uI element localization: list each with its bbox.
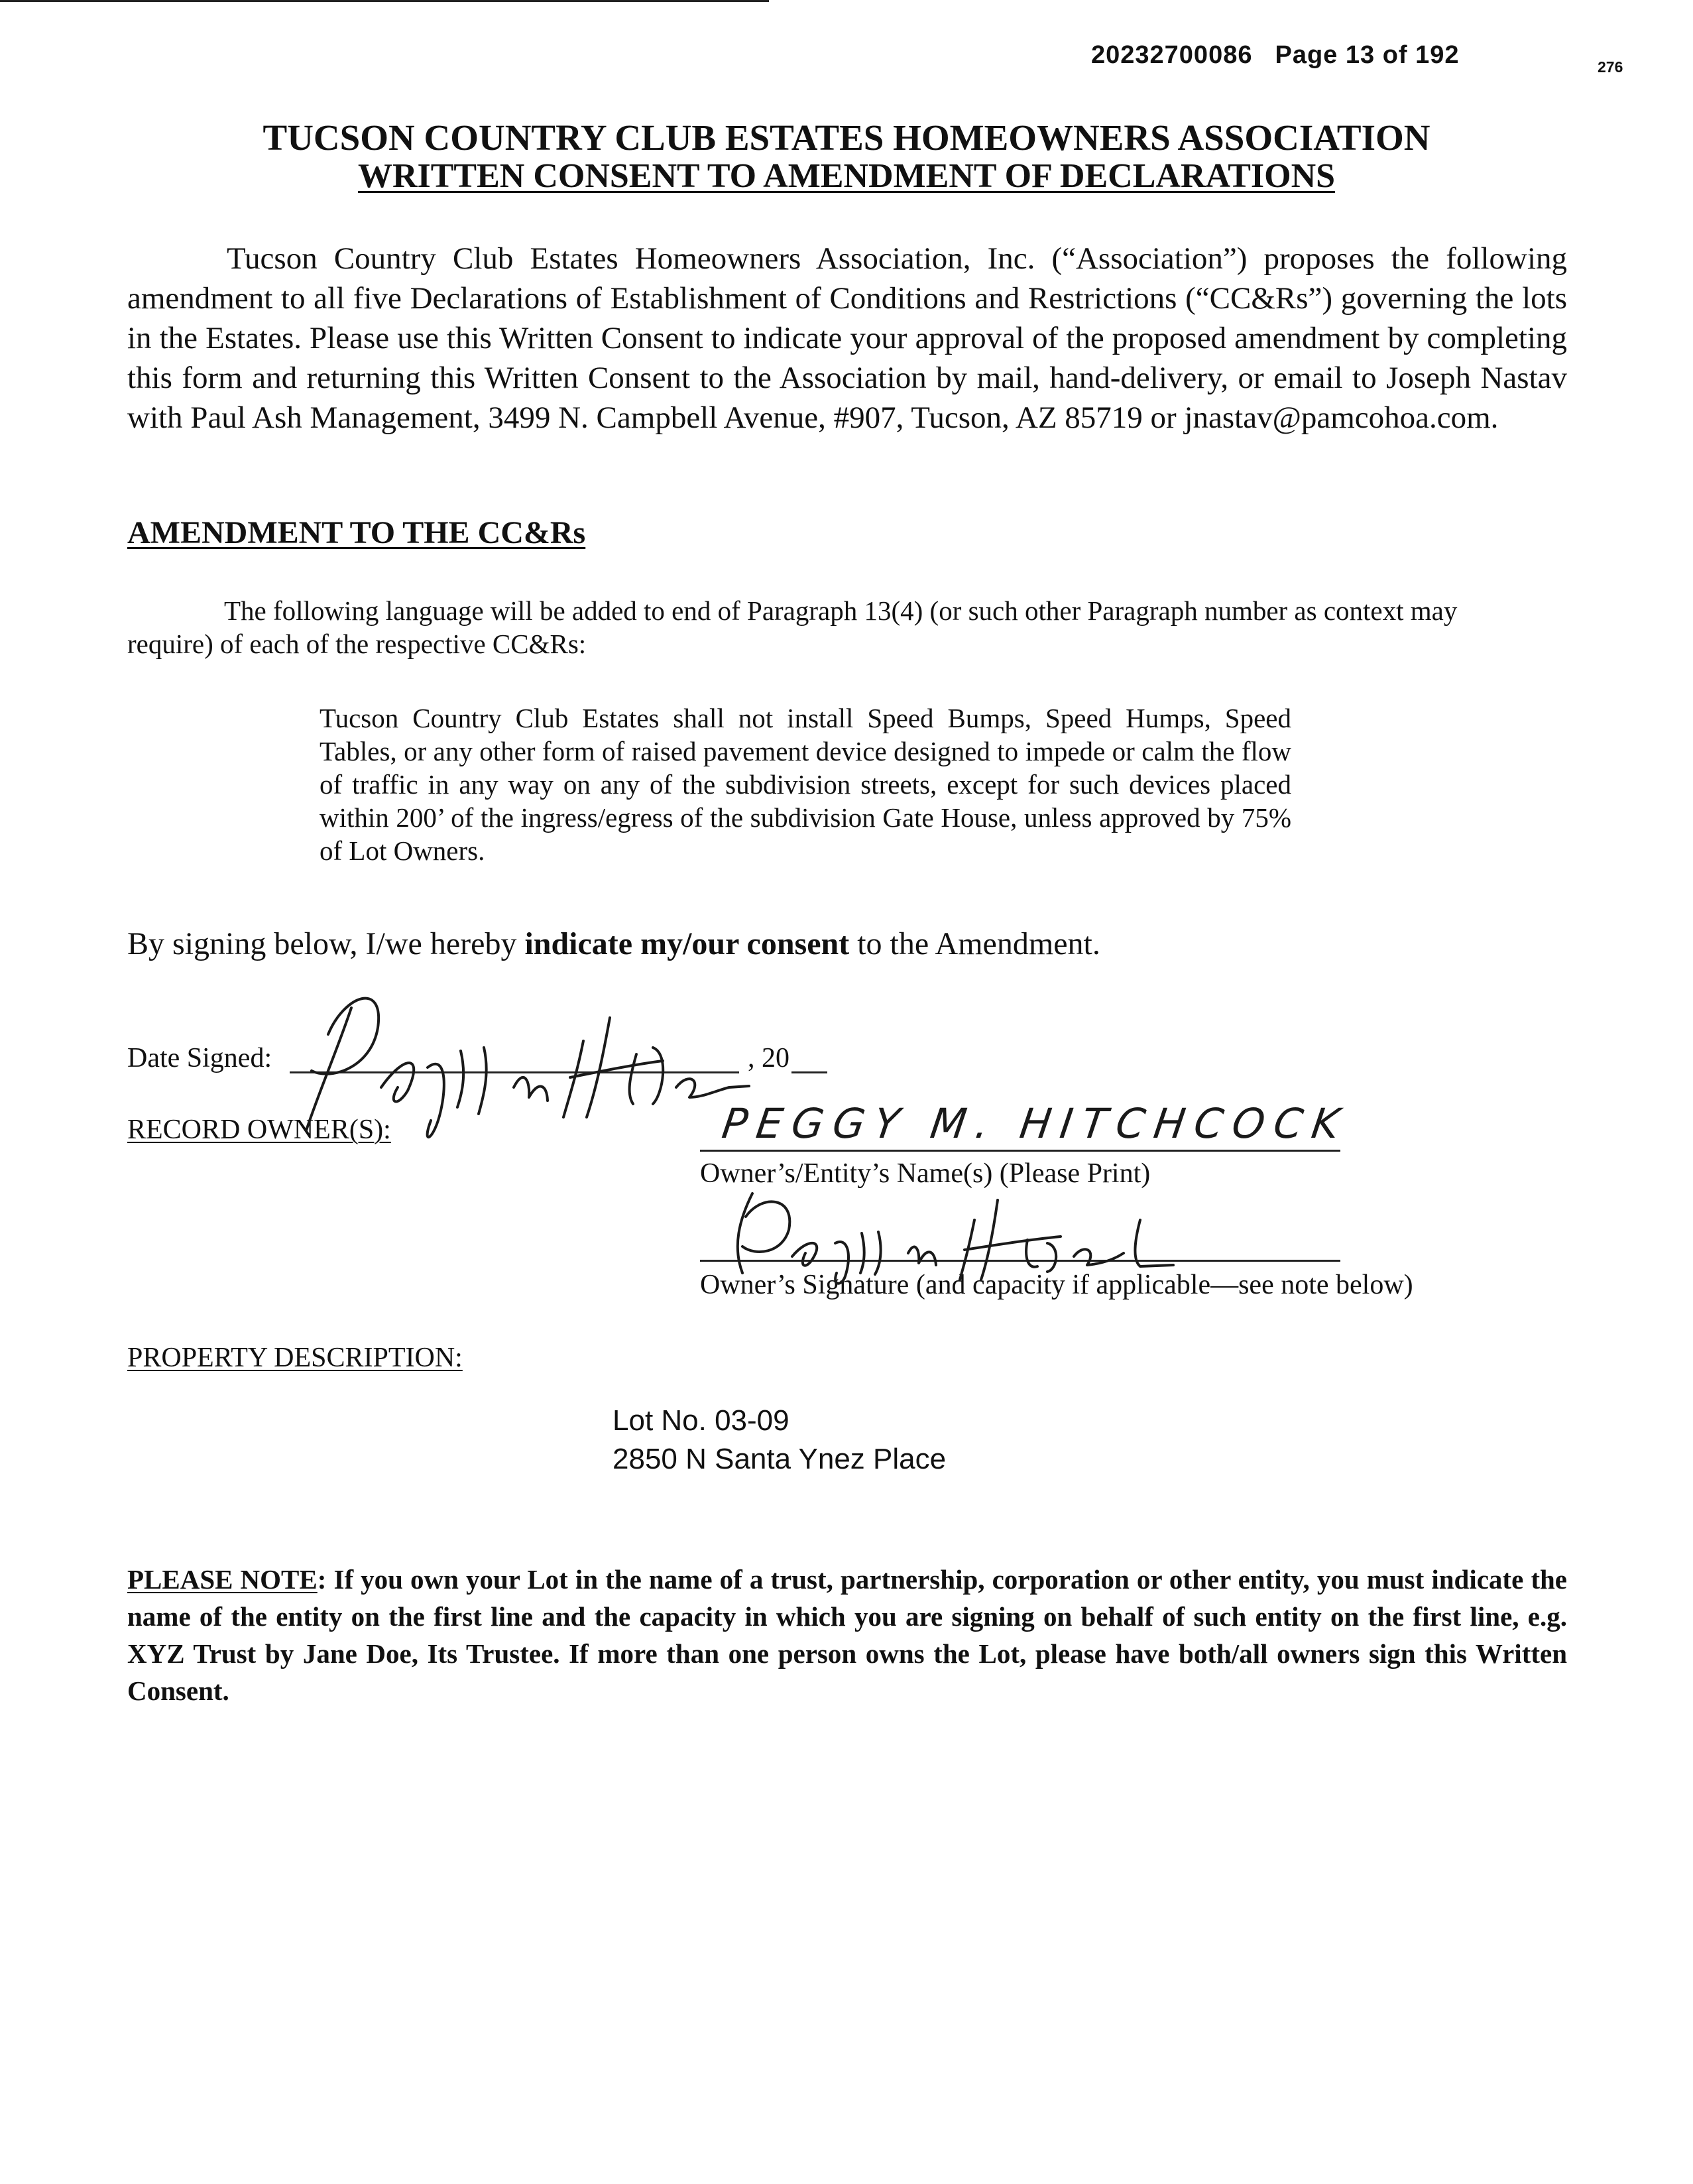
property-description-label: PROPERTY DESCRIPTION: — [127, 1343, 463, 1373]
consent-bold: indicate my/our consent — [524, 926, 850, 961]
document-number: 20232700086 — [1091, 41, 1253, 69]
top-rule — [0, 0, 769, 2]
record-owner-label: RECORD OWNER(S): — [127, 1115, 391, 1145]
amendment-lead: The following language will be added to end of Paragraph 13(4) (or such other Paragraph number as context may require) of each of the respective CC&Rs: — [127, 595, 1458, 659]
consent-suffix: to the Amendment. — [849, 926, 1100, 961]
amendment-text: Tucson Country Club Estates shall not install Speed Bumps, Speed Humps, Speed Tables, or any other form of raised pavement device designed to impede or calm the flow of traffic in any way on any of the subdivision streets, except for such devices placed within 200’ of the ingress/egress of the subdivision Gate House, unless approved by 75% of Lot Owners. — [320, 703, 1291, 866]
form-title — [0, 156, 1693, 196]
amendment-heading: AMENDMENT TO THE CC&Rs — [127, 515, 586, 550]
date-signature-ink — [292, 955, 769, 1154]
date-year-prefix: , 20 — [748, 1043, 789, 1073]
owner-name-line — [700, 1150, 1340, 1152]
property-address: 2850 N Santa Ynez Place — [613, 1443, 947, 1475]
owner-signature-label: Owner’s Signature (and capacity if applicable—see note below) — [700, 1270, 1413, 1300]
owner-name-label: Owner’s/Entity’s Name(s) (Please Print) — [700, 1158, 1151, 1189]
date-signed-label: Date Signed: — [127, 1043, 272, 1073]
printed-owner-name: PEGGY M. HITCHCOCK — [719, 1099, 1352, 1148]
association-title: TUCSON COUNTRY CLUB ESTATES HOMEOWNERS ASSOCIATION — [263, 117, 1430, 158]
please-note — [127, 1561, 1567, 1709]
form-title-text: WRITTEN CONSENT TO AMENDMENT OF DECLARATIONS — [357, 157, 1336, 195]
please-note-text: : If you own your Lot in the name of a trust, partnership, corporation or other entity, you must indicate the name of the entity on the first line and the capacity in which you are signing on behalf of such entity on the first line, e.g. XYZ Trust by Jane Doe, Its Trustee. If more than one person owns the Lot, please have both/all owners sign this Written Consent. — [127, 1564, 1567, 1706]
date-year-blank — [791, 1071, 827, 1073]
recording-header — [1091, 41, 1460, 70]
corner-number: 276 — [1598, 58, 1623, 76]
page-indicator: Page 13 of 192 — [1275, 41, 1460, 69]
please-note-label: PLEASE NOTE — [127, 1564, 318, 1595]
lot-number: Lot No. 03-09 — [613, 1404, 789, 1437]
consent-prefix: By signing below, I/we hereby — [127, 926, 525, 961]
owner-signature-ink — [716, 1180, 1180, 1286]
intro-paragraph: Tucson Country Club Estates Homeowners Association, Inc. (“Association”) proposes the following amendment to all five Declarations of Establishment of Conditions and Restrictions (“CC&Rs”) governing the lots in the Estates. Please use this Written Consent to indicate your approval of the proposed amendment by completing this form and returning this Written Consent to the Association by mail, hand-delivery, or email to Joseph Nastav with Paul Ash Management, 3499 N. Campbell Avenue, #907, Tucson, AZ 85719 or jnastav@pamcohoa.com. — [127, 241, 1567, 435]
